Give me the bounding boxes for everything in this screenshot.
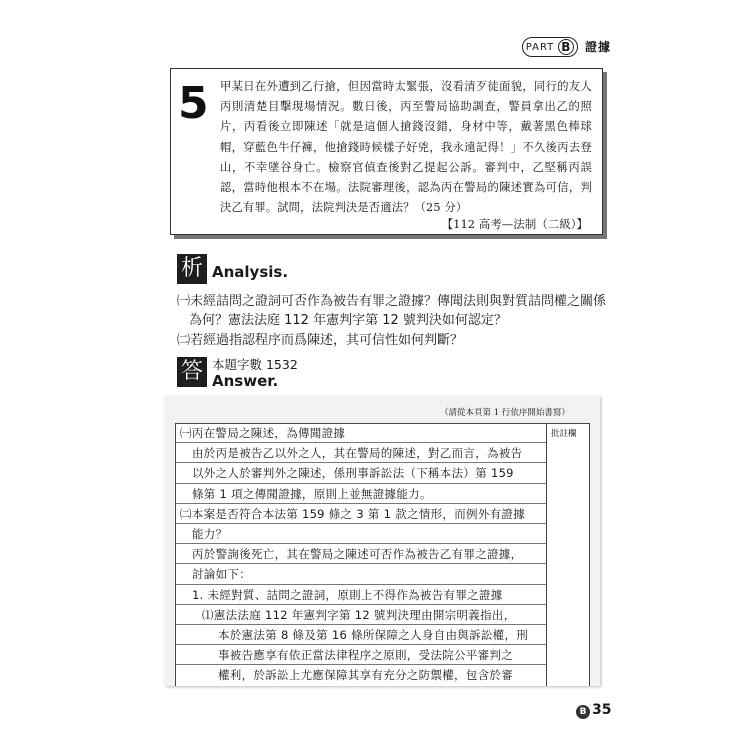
answer-row: 能力？ (176, 524, 546, 544)
answer-row: 權利，於訴訟上尤應保障其享有充分之防禦權，包含於審 (218, 668, 513, 683)
answer-row: 由於丙是被告乙以外之人，其在警局的陳述，對乙而言，為被告 (176, 443, 546, 463)
page-number: 35 (592, 702, 612, 718)
answer-row: ㈡本案是否符合本法第 159 條之 3 第 1 款之情形，而例外有證據 (176, 504, 546, 524)
question-text: 甲某日在外遭到乙行搶，但因當時太緊張，沒看清歹徒面貌，同行的友人丙則清楚目擊現場情況。數日後，丙至警局協助調查，警員拿出乙的照片，丙看後立即陳述「就是這個人搶錢沒錯，身材中等，戴著黑色棒球帽，穿藍色牛仔褲，他搶錢時候樣子好兇，我永遠記得！」不久後丙去登山，不幸墜谷身亡。檢察官偵查後對乙提起公訴。審判中，乙堅稱丙誤認，當時他根本不在場。法院審理後，認為丙在警局的陳述實為可信，判決乙有罪。試問，法院判決是否適法？（25 分） (220, 80, 592, 215)
answer-row: 1. 未經對質、詰問之證詞，原則上不得作為被告有罪之證據 (176, 585, 546, 605)
part-letter-badge: B (558, 39, 574, 55)
question-source: 【112 高考—法制（二級）】 (441, 217, 588, 231)
analysis-heading: Analysis. (212, 263, 289, 281)
answer-icon: 答 (177, 357, 207, 387)
answer-row: 本於憲法第 8 條及第 16 條所保障之人身自由與訴訟權，刑 (176, 625, 546, 645)
answer-row: ⑴憲法法庭 112 年憲判字第 12 號判決理由開宗明義指出， (176, 605, 546, 625)
answer-row: 事被告應享有依正當法律程序之原則，受法院公平審判之 (176, 645, 546, 665)
part-label (522, 37, 578, 57)
analysis-line: ㈠未經詰問之證詞可否作為被告有罪之證據？傳聞法則與對質詰問權之關係 (177, 294, 607, 309)
question-number: 5 (178, 78, 209, 129)
section-title: 證據 (585, 40, 612, 54)
answer-row: 以外之人於審判外之陳述，係刑事訴訟法（下稱本法）第 159 (176, 463, 546, 483)
analysis-icon: 析 (177, 254, 207, 284)
annotation-column-label: 批註欄 (551, 429, 577, 439)
part-badge: B (576, 705, 590, 719)
part-label-text: PART (525, 41, 555, 53)
annotation-column-divider (546, 423, 547, 686)
answer-row: 討論如下： (176, 564, 546, 584)
analysis-line: 為何？憲法法庭 112 年憲判字第 12 號判決如何認定？ (189, 313, 507, 328)
answer-row: 條第 1 項之傳聞證據，原則上並無證據能力。 (176, 484, 546, 504)
analysis-line: ㈡若經過指認程序而爲陳述，其可信性如何判斷？ (177, 333, 464, 348)
word-count: 本題字數 1532 (212, 357, 298, 372)
answer-sheet-instruction: （請從本頁第 1 行依序開始書寫） (440, 408, 570, 418)
answer-row: 丙於警詢後死亡，其在警局之陳述可否作為被告乙有罪之證據， (176, 544, 546, 564)
answer-heading: Answer. (212, 372, 279, 390)
answer-row: ㈠丙在警局之陳述，為傳聞證據 (176, 423, 546, 443)
